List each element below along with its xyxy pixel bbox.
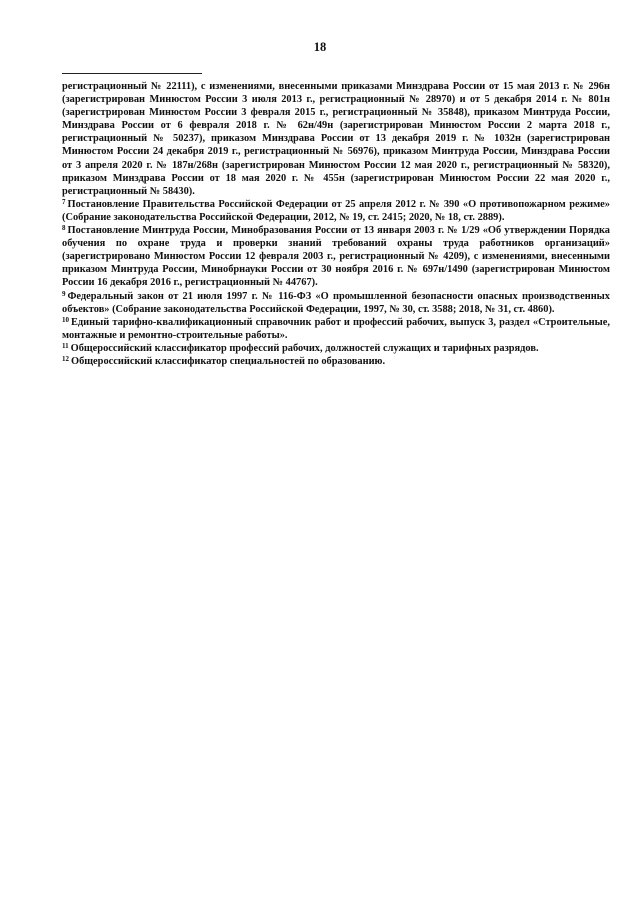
footnote-marker: 12 xyxy=(62,354,69,363)
footnote-text: Федеральный закон от 21 июля 1997 г. № 116-ФЗ «О промышленной безопасности опасных производственных объектов» (Собрание законодательства Российской Федерации, 1997, № 30, ст. 3588; 2018, № 31, ст. 4860). xyxy=(62,290,610,315)
footnotes-section xyxy=(62,80,610,368)
footnote-text: Единый тарифно-квалификационный справочник работ и профессий рабочих, выпуск 3, раздел «Строительные, монтажные и ремонтно-строительные работы». xyxy=(62,316,610,341)
footnote-text: Общероссийский классификатор специальностей по образованию. xyxy=(71,355,386,367)
footnote-text: Общероссийский классификатор профессий рабочих, должностей служащих и тарифных разрядов. xyxy=(70,342,539,354)
footnote-marker: 11 xyxy=(62,341,69,350)
footnote-marker: 7 xyxy=(62,197,66,206)
footnote-marker: 9 xyxy=(62,289,66,298)
footnote-9 xyxy=(62,290,610,316)
footnote-10 xyxy=(62,316,610,342)
footnote-marker: 8 xyxy=(62,224,66,233)
footnote-marker: 10 xyxy=(62,315,69,324)
footnote-continuation xyxy=(62,80,610,198)
footnote-11 xyxy=(62,342,610,355)
footnote-12 xyxy=(62,355,610,368)
footnote-7 xyxy=(62,198,610,224)
footnote-text: Постановление Минтруда России, Минобразования России от 13 января 2003 г. № 1/29 «Об утверждении Порядка обучения по охране труда и проверки знаний требований охраны труда работников организаций» (зарегистрировано Минюстом России 12 февраля 2003 г., регистрационный № 4209), с изменениями, внесенными приказом Минтруда России, Минобрнауки России от 30 ноября 2016 г. № 697н/1490 (зарегистрирован Минюстом России 16 декабря 2016 г., регистрационный № 44767). xyxy=(62,225,610,289)
footnote-separator xyxy=(62,73,202,74)
footnote-text: Постановление Правительства Российской Федерации от 25 апреля 2012 г. № 390 «О противопожарном режиме» (Собрание законодательства Российской Федерации, 2012, № 19, ст. 2415; 2020, № 18, ст. 2889). xyxy=(62,198,610,223)
footnote-8 xyxy=(62,224,610,289)
footnote-text: регистрационный № 22111), с изменениями, внесенными приказами Минздрава России от 15 мая 2013 г. № 296н (зарегистрирован Минюстом России 3 июля 2013 г., регистрационный № 28970) и от 5 декабря 2014 г. № 801н (зарегистрирован Минюстом России 3 февраля 2015 г., регистрационный № 35848), приказом Минтруда России, Минздрава России от 6 февраля 2018 г. № 62н/49н (зарегистрирован Минюстом России 2 марта 2018 г., регистрационный № 50237), приказом Минздрава России от 13 декабря 2019 г. № 1032н (зарегистрирован Минюстом России 24 декабря 2019 г., регистрационный № 56976), приказом Минтруда России, Минздрава России от 3 апреля 2020 г. № 187н/268н (зарегистрирован Минюстом России 12 мая 2020 г., регистрационный № 58320), приказом Минздрава России от 18 мая 2020 г. № 455н (зарегистрирован Минюстом России 22 мая 2020 г., регистрационный № 58430). xyxy=(62,81,610,197)
page-number: 18 xyxy=(313,40,327,54)
